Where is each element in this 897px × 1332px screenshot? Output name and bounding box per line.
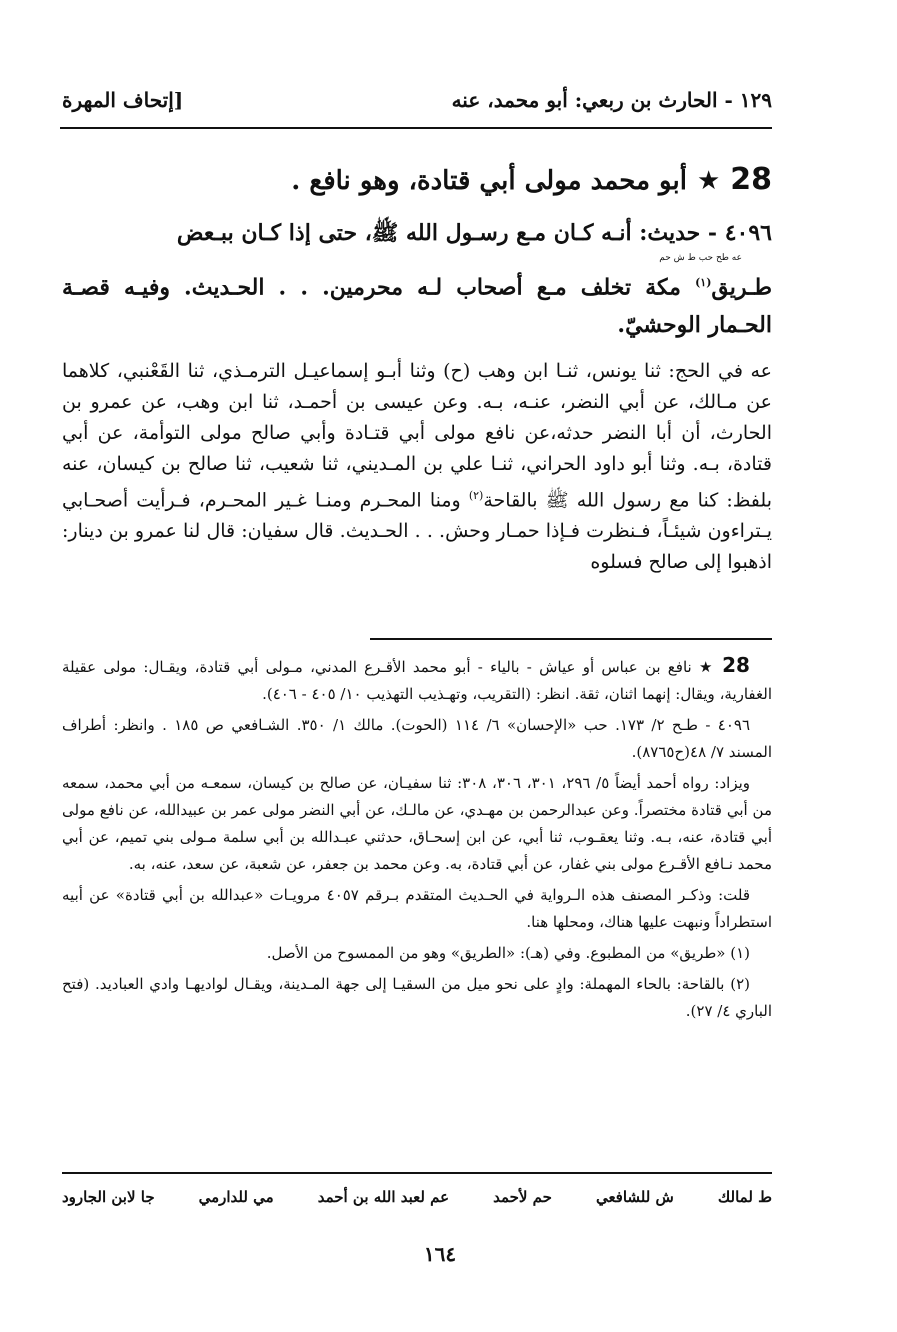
isnad-text-part-2: ومنا المحـرم ومنـا غـير المحـرم، فـرأيت أصحـابي يـتراءون شيئـاً، فـنظرت فـإذا حمـار وحش. . . الحـديث. قال سفيان: قال لنا عمرو بن دينار: اذهبوا إلى صالح فسلوه — [62, 489, 772, 574]
entry-number: 28 — [730, 162, 772, 197]
footnote-ref-1: (١) — [695, 276, 712, 289]
note-editor-remark: قلت: وذكـر المصنف هذه الـرواية في الحـديث المتقدم بـرقم ٤٠٥٧ مرويـات «عبدالله بن أبي قتادة» عن أبيه استطراداً ونبهت عليها هناك، ومحلها هنا. — [62, 886, 772, 931]
header-divider — [60, 127, 772, 129]
sigla-key-item: مي للدارمي — [198, 1188, 274, 1206]
hadith-text — [62, 214, 772, 344]
note-narrator — [62, 652, 772, 708]
sigla-key-item: ش للشافعي — [595, 1188, 674, 1206]
sigla-key — [62, 1188, 772, 1216]
hadith-line-2-end: مكة تخلف مـع أصحاب لـه محرمين. . . الحـديث. وفيـه قصـة الحـمار الوحشيّ. — [62, 274, 772, 339]
sigla-key-item: حم لأحمد — [493, 1188, 552, 1206]
note-entry-number: 28 — [722, 653, 750, 677]
sigla-key-item: عم لعبد الله بن أحمد — [317, 1188, 450, 1206]
book-title: [إتحاف المهرة — [62, 88, 184, 112]
hadith-line-1: ٤٠٩٦ - حديث: أنـه كـان مـع رسـول الله ﷺ، حتى إذا كـان ببـعض — [176, 220, 772, 246]
footnote-divider — [370, 638, 772, 640]
running-header — [62, 82, 772, 118]
note-additions: ويزاد: رواه أحمد أيضاً ٥/ ٢٩٦، ٣٠١، ٣٠٦، ٣٠٨: ثنا سفيـان، عن صالح بن كيسان، سمعـه من أبي محمد، سمعه من أبي قتادة مختصراً. وعن عبدالرحمن بن مهـدي، عن مالـك، عن أبي النضر مولى عمر بن عبيدالله، عن نافع مولى أبي قتادة، عنه، بـه. وثنا يعقـوب، ثنا أبي، عن ابن إسحـاق، حدثني عبـدالله بن أبي سلمة مـولى بني تميم، عن أبي محمد نـافع الأقـرع مولى بني غفار، عن أبي قتادة، به. وعن محمد بن جعفر، عن شعبة، عن سعد، عنه، به. — [62, 774, 772, 873]
footnotes — [62, 652, 772, 1029]
sigla-key-item: ط لمالك — [717, 1188, 772, 1206]
entry-heading — [62, 160, 772, 201]
note-narrator-text: ★ نافع بن عباس أو عياش - بالياء - أبو محمد الأقـرع المدني، مـولى أبي قتادة، ويقـال: مولى عقيلة الغفارية، ويقال: إنهما اثنان، ثقة. انظر: (التقريب، وتهـذيب التهذيب ١٠/ ٤٠٥ - ٤٠٦). — [62, 658, 772, 703]
page-number: ١٦٤ — [423, 1242, 457, 1266]
chapter-heading: ١٢٩ - الحارث بن ربعي: أبو محمد، عنه — [451, 88, 772, 112]
entry-title: أبو محمد مولى أبي قتادة، وهو نافع . — [291, 166, 687, 196]
footnote-2: (٢) بالقاحة: بالحاء المهملة: وادٍ على نحو ميل من السقيـا إلى جهة المـدينة، ويقـال لواديهـا وادي العباديد. (فتح الباري ٤/ ٢٧). — [62, 975, 772, 1020]
hadith-line-2-start: طـريق — [711, 274, 772, 301]
hadith-sigla: عه طح حب ط ش حم — [659, 253, 742, 263]
sigla-key-item: جا لابن الجارود — [62, 1188, 155, 1206]
star-icon: ★ — [696, 166, 721, 196]
footnote-ref-2: (٢) — [468, 489, 484, 502]
sigla-divider — [62, 1172, 772, 1174]
footnote-1: (١) «طريق» من المطبوع. وفي (هـ): «الطريق» وهو من الممسوح من الأصل. — [266, 944, 750, 962]
isnad-text-part-1: عه في الحج: ثنا يونس، ثنـا ابن وهب (ح) وثنا أبـو إسماعيـل الترمـذي، ثنا القَعْنبي، كلاهما عن مـالك، عن أبي النضر، عنـه، بـه. وعن عيسى بن أحمـد، ثنا ابن وهب، عن عمرو بن الحارث، أن أبا النضر حدثه،عن نافع مولى أبي قتـادة وأبي صالح مولى التوأمة، عن أبي قتادة، بـه. وثنا أبو داود الحراني، ثنـا علي بن المـديني، ثنا شعيب، ثنا صالح بن كيسان، عنه بلفظ: كنا مع رسول الله ﷺ بالقاحة — [62, 360, 772, 512]
note-4096: ٤٠٩٦ - طـح ٢/ ١٧٣. حب «الإحسان» ٦/ ١١٤ (الحوت). مالك ١/ ٣٥٠. الشـافعي ص ١٨٥ . وانظر: أطراف المسند ٧/ ٤٨(ح٨٧٦٥). — [62, 716, 772, 761]
isnad-paragraph — [62, 356, 772, 578]
